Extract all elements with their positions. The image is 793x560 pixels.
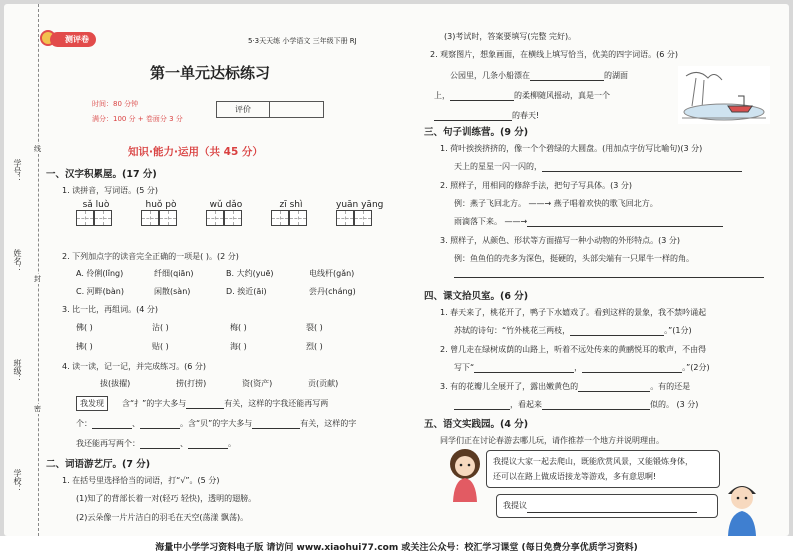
section-5-heading: 五、语文实践园。(4 分) xyxy=(424,419,529,430)
q4r-line: ，看起来 似的。 (3 分) xyxy=(454,399,698,410)
compare-word[interactable]: 沾( ) xyxy=(152,323,169,332)
question-3-2: 2. 照样子，用相同的修辞手法，把句子写具体。(3 分) xyxy=(440,181,633,190)
q2-line: 公园里，几条小船漂在 的湖面 xyxy=(450,71,628,80)
answer-blank[interactable] xyxy=(474,364,574,373)
compare-word[interactable]: 贴( ) xyxy=(152,342,169,351)
section-3-heading: 三、句子训练营。(9 分) xyxy=(424,127,529,138)
answer-blank[interactable] xyxy=(188,440,228,449)
option-a[interactable]: A. 伶俐(lǐng) xyxy=(76,269,124,278)
write-cell[interactable] xyxy=(94,210,112,226)
answer-blank[interactable] xyxy=(570,327,664,336)
answer-blank[interactable] xyxy=(454,401,510,410)
section-1-heading: 一、汉字积累屋。(17 分) xyxy=(46,169,157,180)
pinyin-group: huǒ pò xyxy=(141,200,181,230)
write-cell[interactable] xyxy=(336,210,354,226)
write-cell[interactable] xyxy=(206,210,224,226)
class-label: 班级： xyxy=(13,359,22,383)
section-4-heading: 四、课文拾贝室。(6 分) xyxy=(424,291,529,302)
option-b[interactable]: B. 大约(yuē) xyxy=(226,269,274,278)
write-cell[interactable] xyxy=(271,210,289,226)
write-cell[interactable] xyxy=(354,210,372,226)
question-2-1-2[interactable]: (2)云朵像一片片洁白的羽毛在天空(荡漾 飘荡)。 xyxy=(76,513,249,522)
evaluation-field[interactable] xyxy=(270,102,323,117)
pinyin-group: sǎ luò xyxy=(76,200,116,230)
answer-blank[interactable] xyxy=(92,420,132,429)
compare-word[interactable]: 梅( ) xyxy=(230,323,247,332)
compare-word[interactable]: 海( ) xyxy=(230,342,247,351)
speech-bubble-girl: 我提议大家一起去爬山，既能欣赏风景，又能锻炼身体， 还可以在路上做成语接龙等游戏，多有意思啊! xyxy=(486,450,720,488)
question-4-2: 2. 曾几走在绿树成荫的山路上，听着不远处传来的黄鹂悦耳的歌声，不由得 xyxy=(440,345,707,354)
option-c-word: 闲散(sàn) xyxy=(154,287,191,296)
pinyin-row xyxy=(76,200,384,230)
q4r-line: 苏轼的诗句：“竹外桃花三两枝， 。”(1分) xyxy=(454,326,692,335)
write-cell[interactable] xyxy=(289,210,307,226)
question-2-1-3[interactable]: (3)考试时，答案要填写(完整 完好)。 xyxy=(444,32,577,41)
girl-icon xyxy=(444,446,486,504)
score-info: 满分：100 分 + 卷面分 3 分 xyxy=(92,115,183,123)
evaluation-label: 评价 xyxy=(217,102,270,117)
pinyin-group: zī shì xyxy=(271,200,311,230)
write-cell[interactable] xyxy=(76,210,94,226)
option-b-word: 电线杆(gǎn) xyxy=(309,269,355,278)
answer-blank[interactable] xyxy=(140,440,180,449)
option-d-word: 尝丹(cháng) xyxy=(309,287,356,296)
seal-mark: 封 xyxy=(34,275,41,283)
answer-blank[interactable] xyxy=(530,72,604,81)
compare-word[interactable]: 拂( ) xyxy=(76,342,93,351)
compare-word[interactable]: 佛( ) xyxy=(76,323,93,332)
question-1-4: 4. 读一读，记一记，并完成练习。(6 分) xyxy=(62,362,207,371)
exam-paper xyxy=(4,4,789,536)
answer-blank[interactable] xyxy=(582,364,682,373)
question-4-1: 1. 春天来了，桃花开了，鸭子下水嬉戏了。看到这样的景象，我不禁吟诵起 xyxy=(440,308,707,317)
answer-blank[interactable] xyxy=(186,400,224,409)
q2-line: 上， 的柔柳随风摇动，真是一个 xyxy=(434,91,610,100)
speech-bubble-boy: 我提议 xyxy=(496,494,718,518)
question-1-3: 3. 比一比，再组词。(4 分) xyxy=(62,305,159,314)
section-banner: 知识·能力·运用（共 45 分） xyxy=(128,146,263,158)
question-3-3: 3. 照样子，从颜色、形状等方面描写一种小动物的外形特点。(3 分) xyxy=(440,236,681,245)
answer-blank[interactable] xyxy=(578,383,650,392)
compare-word[interactable]: 裂( ) xyxy=(306,323,323,332)
answer-blank[interactable] xyxy=(542,163,742,172)
question-3-1: 1. 荷叶挨挨挤挤的，像一个个碧绿的大圆盘。(用加点字仿写比喻句)(3 分) xyxy=(440,144,703,153)
answer-blank[interactable] xyxy=(454,269,764,278)
answer-blank[interactable] xyxy=(527,504,697,513)
binding-line xyxy=(38,4,39,536)
q4-word: 贡(贡献) xyxy=(308,379,339,388)
q4-word: 捞(打捞) xyxy=(176,379,207,388)
question-5-intro: 同学们正在讨论春游去哪儿玩，请作推荐一个地方并说明理由。 xyxy=(440,436,664,445)
q2-line: 的春天! xyxy=(434,110,539,121)
answer-blank[interactable] xyxy=(542,401,650,410)
q3-example: 例：燕子飞回北方。 ——→ 燕子唱着欢快的歌飞回北方。 xyxy=(454,199,658,208)
answer-blank[interactable] xyxy=(450,92,514,101)
time-info: 时间：80 分钟 xyxy=(92,100,139,108)
q4-line: 个： 、 。含“贝”的字大多与 有关，这样的字 xyxy=(76,419,357,428)
q3-line: 雨滴落下来。 ——→ xyxy=(454,216,723,227)
question-4-3: 3. 有的花瓣儿全展开了，露出嫩黄色的 。有的还是 xyxy=(440,382,691,391)
question-1-1: 1. 读拼音，写词语。(5 分) xyxy=(62,186,159,195)
question-2-1-1[interactable]: (1)知了的背部长着一对(轻巧 轻快)，透明的翅膀。 xyxy=(76,494,257,503)
answer-blank[interactable] xyxy=(527,218,723,227)
school-label: 学校： xyxy=(13,469,22,493)
section-2-heading: 二、词语游艺厅。(7 分) xyxy=(46,459,151,470)
test-badge: 测评卷 xyxy=(50,32,96,47)
evaluation-box xyxy=(216,101,324,118)
park-illustration xyxy=(678,66,770,124)
footer-banner: 海量中小学学习资料电子版 请访问 www.xiaohui77.com 或关注公众号：校汇学习课堂 (每日免费分享优质学习资料) xyxy=(0,536,793,560)
q3-example: 例：鱼鱼伯的壳多为深色，挺硬的，头部尖端有一只犀牛一样的角。 xyxy=(454,254,694,263)
write-cell[interactable] xyxy=(224,210,242,226)
pinyin-group: wǔ dǎo xyxy=(206,200,246,230)
option-a-word: 纤细(qiān) xyxy=(154,269,194,278)
pinyin-group: yuān yāng xyxy=(336,200,376,230)
question-2-2: 2. 观察图片，想象画面，在横线上填写恰当，优美的四字词语。(6 分) xyxy=(430,50,679,59)
boy-icon xyxy=(720,478,764,536)
q3-line: 天上的星星一闪一闪的， xyxy=(454,161,742,172)
question-1-2: 2. 下列加点字的读音完全正确的一项是( )。(2 分) xyxy=(62,252,239,261)
q4-line: 我还能再写两个： 、 。 xyxy=(76,439,236,448)
name-label: 姓名： xyxy=(13,249,22,273)
question-2-1: 1. 在括号里选择恰当的词语，打“√”。(5 分) xyxy=(62,476,220,485)
answer-blank[interactable] xyxy=(434,112,512,121)
series-label: 5·3天天练 小学语文 三年级下册 RJ xyxy=(248,37,357,45)
seal-mark: 密 xyxy=(34,405,41,413)
q4r-line: 写下“ ， 。”(2分) xyxy=(454,363,710,372)
write-cell[interactable] xyxy=(159,210,177,226)
write-cell[interactable] xyxy=(141,210,159,226)
discovery-tag: 我发现 xyxy=(76,396,108,411)
compare-word[interactable]: 烈( ) xyxy=(306,342,323,351)
answer-blank[interactable] xyxy=(252,420,300,429)
q4-word: 拔(拔擢) xyxy=(100,379,131,388)
answer-blank[interactable] xyxy=(140,420,180,429)
q4-line: 含“扌”的字大多与 有关，这样的字我还能再写两 xyxy=(122,399,329,408)
seal-mark: 线 xyxy=(34,145,41,153)
option-d[interactable]: D. 挨近(āi) xyxy=(226,287,267,296)
page-title: 第一单元达标练习 xyxy=(150,64,271,82)
option-c[interactable]: C. 河畔(bàn) xyxy=(76,287,124,296)
student-id-label: 学号： xyxy=(13,159,22,183)
q4-word: 资(资产) xyxy=(242,379,273,388)
